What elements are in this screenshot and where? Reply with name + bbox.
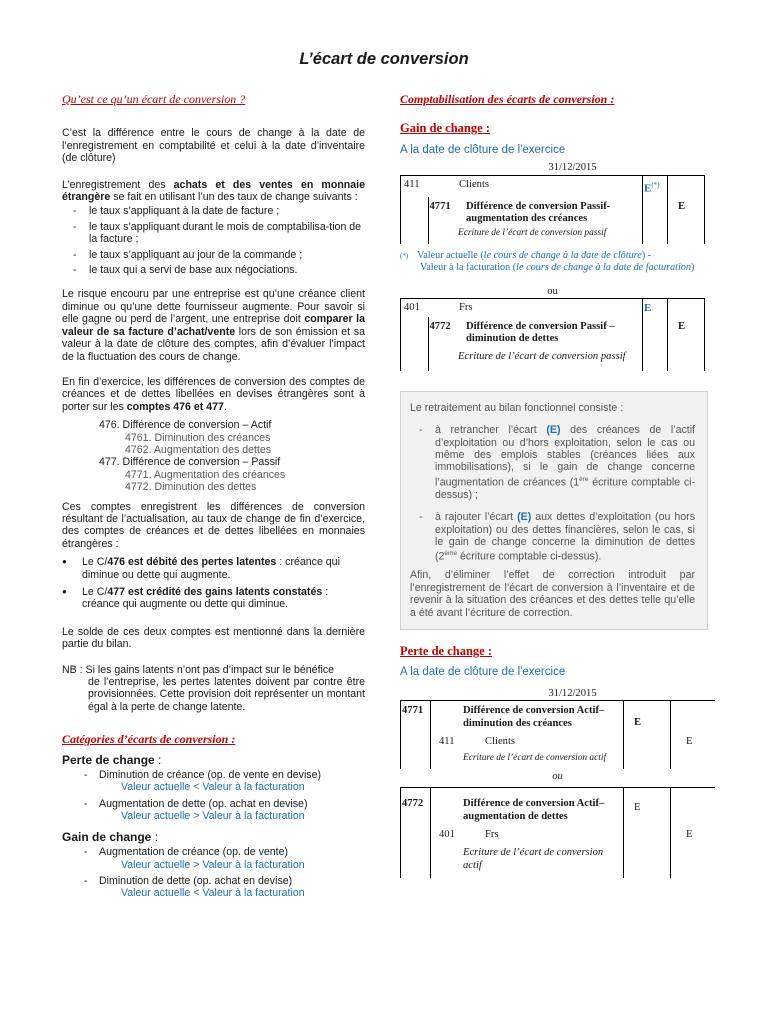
journal-table [400, 175, 705, 244]
credit-label: Frs [485, 829, 499, 841]
risk-paragraph: Le risque encouru par une entreprise est qu’une créance client diminue ou qu’une dette fournisseur augmente. Pour savoir si elle gagne ou perd de l’argent, une entreprise doit comparer la valeur de sa facture d’achat/vente lors de son émission et sa valeur à la date de clôture des comptes, afin d’évaluer l’impact de la fluctuation des cours de change. [62, 288, 366, 363]
gain-date-subtitle: A la date de clôture de l'exercice [400, 143, 566, 156]
gain-de-change-title: Gain de change : [400, 121, 490, 136]
restatement-list [410, 424, 695, 563]
entry-date: 31/12/2015 [548, 162, 597, 174]
debit-label: Différence de conversion Actif– diminution des créances [463, 705, 605, 729]
entry-caption: Ecriture de l’écart de conversion actif [463, 753, 607, 764]
section-title-categories: Catégories d’écarts de conversion : [62, 732, 236, 747]
nb-note [62, 664, 365, 714]
credit-label: Différence de conversion Passif – diminution de dettes [466, 320, 615, 344]
balance-paragraph: Le solde de ces deux comptes est mentionné dans la dernière partie du bilan. [62, 625, 365, 651]
debit-account: 4771 [402, 705, 424, 717]
list-item: ● Le C/476 est débité des pertes latentes : créance qui diminue ou dette qui augmente. [62, 556, 365, 581]
list-item: - le taux s’appliquant à la date de facture ; [62, 205, 365, 217]
accounts-list [62, 419, 365, 493]
account-4772: 4772. Diminution des dettes [125, 481, 257, 494]
debit-amount: E [624, 701, 671, 730]
section-title-accounting: Comptabilisation des écarts de conversion : [400, 92, 615, 106]
or-separator: ou [547, 285, 558, 297]
credit-account: 4772 [428, 317, 458, 346]
list-item: - le taux s’appliquant durant le mois de comptabilisa-tion de la facture ; [62, 221, 365, 246]
account-477: 477. Différence de conversion – Passif [99, 456, 281, 469]
debit-amount: E(*) [643, 175, 668, 196]
category-value: Valeur actuelle > Valeur à la facturation [121, 858, 305, 871]
accounts-bullet-list [62, 556, 365, 611]
credit-account: 411 [431, 730, 464, 748]
restatement-box [400, 391, 708, 630]
category-item: - Augmentation de dette (op. achat en devise) [62, 798, 365, 810]
category-item: - Diminution de créance (op. de vente en devise) [62, 769, 365, 781]
recording-paragraph: L’enregistrement des achats et des ventes en monnaie étrangère se fait en utilisant l’un des taux de change suivants : [62, 178, 365, 204]
journal-table [400, 298, 705, 371]
accounts-paragraph: Ces comptes enregistrent les différences de conversion résultant de l’actualisation, au taux de change de fin d’exercice, des comptes de créances et de dettes libellées en monnaies étrangères : [62, 500, 365, 550]
box-outro: Afin, d’éliminer l’effet de correction introduit par l’enregistrement de l’écart de conversion à l’inventaire et de revenir à la situation des créances et des dettes telle qu’elle a été avant l’écriture de correction. [410, 569, 695, 619]
right-column [400, 93, 708, 878]
list-item: - à retrancher l’écart (E) des créances de l’actif d’exploitation ou d’hors exploitation, selon le cas ou même des emplois stables (créances liées aux immobilisations), si le gain de change concerne l’augmentation de créances (1ère écriture comptable ci-dessus) ; [410, 424, 695, 501]
credit-amount: E [668, 317, 705, 346]
category-item: - Augmentation de créance (op. de vente) [62, 846, 365, 858]
credit-amount: E [671, 823, 716, 841]
list-item: - le taux qui a servi de base aux négociations. [62, 264, 365, 276]
credit-account: 4771 [428, 197, 458, 226]
category-value: Valeur actuelle < Valeur à la facturation [121, 781, 305, 794]
account-4762: 4762. Augmentation des dettes [125, 443, 272, 456]
journal-entry-4 [400, 771, 715, 878]
credit-amount: E [668, 197, 705, 226]
credit-amount: E [671, 730, 716, 748]
debit-account: 401 [404, 302, 420, 314]
credit-account: 401 [431, 823, 464, 841]
box-intro: Le retraitement au bilan fonctionnel consiste : [410, 401, 624, 414]
perte-date-subtitle: A la date de clôture de l'exercice [400, 666, 566, 679]
or-separator: ou [552, 770, 563, 782]
credit-label: Différence de conversion Passif- augmentation des créances [466, 200, 611, 224]
entry-caption: Ecriture de l’écart de conversion actif [463, 847, 604, 871]
debit-account: 4772 [402, 798, 424, 810]
account-4761: 4761. Diminution des créances [125, 431, 271, 444]
page-title: L’écart de conversion [299, 50, 469, 68]
entry-caption: Ecriture de l’écart de conversion passif [458, 351, 626, 363]
debit-amount: E [624, 788, 671, 823]
account-4771: 4771. Augmentation des créances [125, 468, 286, 481]
perte-de-change-heading: Perte de change : [62, 752, 162, 767]
category-value: Valeur actuelle > Valeur à la facturation [121, 810, 305, 823]
journal-table [400, 787, 715, 878]
definition-paragraph: C’est la différence entre le cours de change à la date de l’enregistrement en comptabilité et celui à la date d’inventaire (de clôture) [62, 127, 365, 165]
list-item: - le taux s’appliquant au jour de la commande ; [62, 249, 365, 261]
journal-table [400, 700, 715, 769]
exchange-rate-list [62, 205, 365, 276]
category-value: Valeur actuelle < Valeur à la facturation [121, 887, 305, 900]
year-end-paragraph: En fin d’exercice, les différences de conversion des comptes de créances et de dettes libellées en devises étrangères sont à porter sur les comptes 476 et 477. [62, 375, 365, 413]
journal-entry-1 [400, 162, 705, 244]
journal-entry-3 [400, 688, 715, 769]
footnote: (*) Valeur actuelle (le cours de change à la date de clôture) - Valeur à la facturation (le cours de change à la date de facturation) [400, 249, 695, 273]
debit-amount: E [643, 299, 668, 317]
credit-label: Clients [485, 736, 516, 747]
nb-first-line: NB : Si les gains latents n’ont pas d’impact sur le bénéfice [62, 663, 335, 676]
list-item: - à rajouter l’écart (E) aux dettes d’exploitation (ou hors exploitation) ou des dettes financières, selon le cas, si le gain de change concerne la diminution de dettes (2ème écriture comptable ci-dessus). [410, 511, 695, 563]
list-item: ● Le C/477 est crédité des gains latents constatés : créance qui augmente ou dette qui diminue. [62, 586, 365, 611]
entry-date: 31/12/2015 [548, 687, 597, 699]
debit-label: Différence de conversion Actif– augmentation de dettes [463, 798, 605, 822]
category-item: - Diminution de dette (op. achat en devise) [62, 875, 365, 887]
entry-caption: Ecriture de l’écart de conversion passif [458, 228, 607, 239]
gain-de-change-heading: Gain de change : [62, 829, 159, 844]
journal-entry-2 [400, 286, 705, 371]
debit-label: Clients [459, 178, 490, 190]
perte-de-change-title: Perte de change : [400, 643, 492, 658]
debit-label: Frs [459, 302, 473, 314]
debit-account: 411 [404, 178, 420, 190]
section-title-definition: Qu’est ce qu’un écart de conversion ? [62, 92, 246, 106]
account-476: 476. Différence de conversion – Actif [99, 419, 272, 432]
nb-rest: de l’entreprise, les pertes latentes doivent par contre être provisionnées. Cette provision doit représenter un montant égal à la perte de change latente. [88, 676, 365, 713]
left-column [62, 93, 365, 900]
